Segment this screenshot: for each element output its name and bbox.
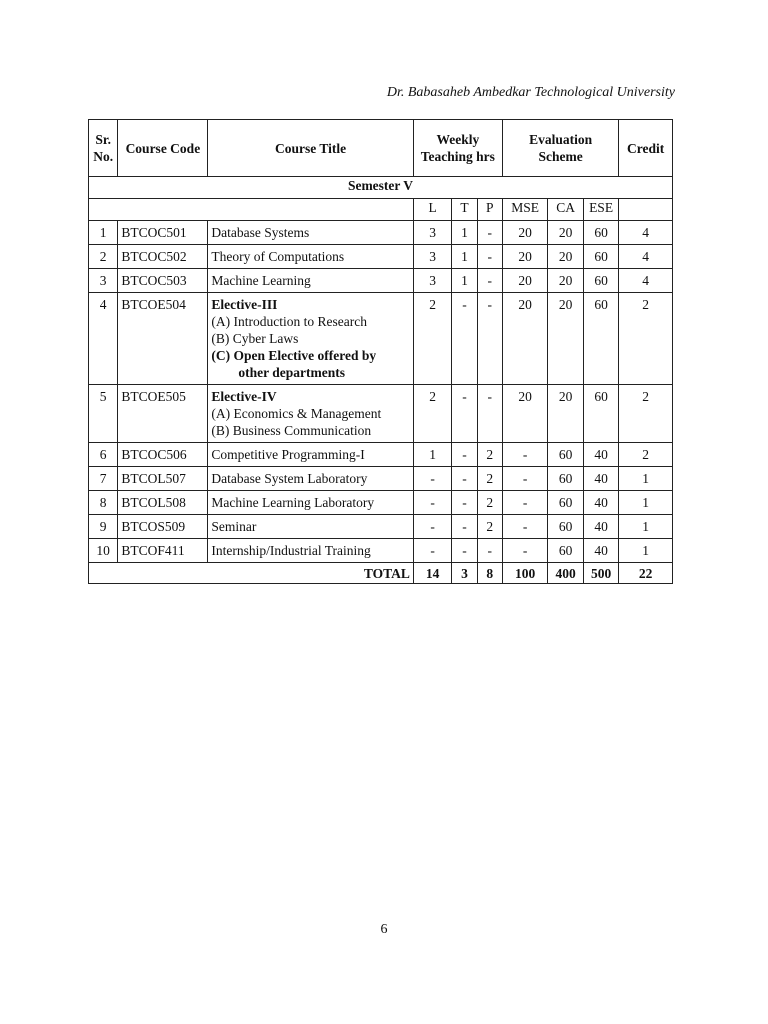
course-code-cell: BTCOC506 bbox=[118, 443, 208, 467]
credit-cell: 2 bbox=[619, 293, 673, 385]
course-row bbox=[89, 221, 673, 245]
mse-cell: 20 bbox=[502, 385, 548, 443]
ca-cell: 60 bbox=[548, 443, 583, 467]
course-title: Machine Learning Laboratory bbox=[211, 495, 375, 510]
ese-cell: 40 bbox=[583, 539, 618, 563]
course-code-cell: BTCOS509 bbox=[118, 515, 208, 539]
p-cell: 2 bbox=[477, 467, 502, 491]
subheader-ca: CA bbox=[548, 199, 583, 221]
t-cell: - bbox=[452, 293, 477, 385]
subheader-t: T bbox=[452, 199, 477, 221]
l-cell: 3 bbox=[413, 269, 451, 293]
course-title: Database Systems bbox=[211, 225, 310, 240]
course-code-cell: BTCOE504 bbox=[118, 293, 208, 385]
elective-option: (B) Business Communication bbox=[211, 423, 372, 438]
subheader-ese: ESE bbox=[583, 199, 618, 221]
credit-cell: 4 bbox=[619, 221, 673, 245]
course-title: Machine Learning bbox=[211, 273, 311, 288]
credit-cell: 2 bbox=[619, 385, 673, 443]
mse-cell: - bbox=[502, 491, 548, 515]
ca-cell: 60 bbox=[548, 539, 583, 563]
course-row bbox=[89, 269, 673, 293]
elective-option: (A) Economics & Management bbox=[211, 406, 382, 421]
course-row bbox=[89, 491, 673, 515]
mse-cell: - bbox=[502, 443, 548, 467]
total-l: 14 bbox=[413, 563, 451, 584]
t-cell: - bbox=[452, 539, 477, 563]
course-title-cell bbox=[208, 221, 413, 245]
total-ca: 400 bbox=[548, 563, 583, 584]
course-row bbox=[89, 385, 673, 443]
course-code-cell: BTCOC501 bbox=[118, 221, 208, 245]
p-cell: 2 bbox=[477, 491, 502, 515]
t-cell: - bbox=[452, 467, 477, 491]
sr-no-cell: 7 bbox=[89, 467, 118, 491]
mse-cell: 20 bbox=[502, 221, 548, 245]
header-course-code: Course Code bbox=[118, 120, 208, 177]
course-code-cell: BTCOL508 bbox=[118, 491, 208, 515]
t-cell: 1 bbox=[452, 269, 477, 293]
credit-cell: 1 bbox=[619, 539, 673, 563]
t-cell: - bbox=[452, 385, 477, 443]
ca-cell: 20 bbox=[548, 293, 583, 385]
ca-cell: 20 bbox=[548, 269, 583, 293]
course-row bbox=[89, 245, 673, 269]
elective-option: (B) Cyber Laws bbox=[211, 331, 299, 346]
ca-cell: 60 bbox=[548, 515, 583, 539]
course-title-cell bbox=[208, 539, 413, 563]
course-scheme-table bbox=[88, 119, 673, 584]
ese-cell: 60 bbox=[583, 269, 618, 293]
credit-cell: 1 bbox=[619, 491, 673, 515]
course-row bbox=[89, 515, 673, 539]
course-code-cell: BTCOC503 bbox=[118, 269, 208, 293]
header-credit: Credit bbox=[619, 120, 673, 177]
p-cell: - bbox=[477, 221, 502, 245]
university-header: Dr. Babasaheb Ambedkar Technological University bbox=[386, 85, 675, 100]
p-cell: 2 bbox=[477, 443, 502, 467]
ese-cell: 40 bbox=[583, 467, 618, 491]
total-label: TOTAL bbox=[89, 563, 414, 584]
sr-no-cell: 10 bbox=[89, 539, 118, 563]
total-p: 8 bbox=[477, 563, 502, 584]
sr-no-cell: 9 bbox=[89, 515, 118, 539]
credit-cell: 4 bbox=[619, 245, 673, 269]
t-cell: - bbox=[452, 515, 477, 539]
ese-cell: 60 bbox=[583, 245, 618, 269]
l-cell: - bbox=[413, 491, 451, 515]
course-title: Seminar bbox=[211, 519, 257, 534]
p-cell: - bbox=[477, 245, 502, 269]
course-title: Elective-III bbox=[211, 297, 278, 312]
course-code-cell: BTCOC502 bbox=[118, 245, 208, 269]
mse-cell: - bbox=[502, 515, 548, 539]
sr-no-cell: 3 bbox=[89, 269, 118, 293]
sr-no-cell: 4 bbox=[89, 293, 118, 385]
course-title-cell bbox=[208, 293, 413, 385]
p-cell: - bbox=[477, 269, 502, 293]
header-weekly-teaching-hrs: Weekly Teaching hrs bbox=[413, 120, 502, 177]
t-cell: 1 bbox=[452, 221, 477, 245]
l-cell: - bbox=[413, 539, 451, 563]
course-title: Internship/Industrial Training bbox=[211, 543, 371, 558]
course-title-cell bbox=[208, 515, 413, 539]
ca-cell: 20 bbox=[548, 221, 583, 245]
semester-label: Semester V bbox=[89, 177, 673, 199]
course-title-cell bbox=[208, 443, 413, 467]
credit-cell: 1 bbox=[619, 467, 673, 491]
mse-cell: 20 bbox=[502, 293, 548, 385]
course-title-cell bbox=[208, 269, 413, 293]
l-cell: 2 bbox=[413, 385, 451, 443]
sr-no-cell: 6 bbox=[89, 443, 118, 467]
mse-cell: - bbox=[502, 539, 548, 563]
ese-cell: 60 bbox=[583, 221, 618, 245]
course-title-cell bbox=[208, 245, 413, 269]
subheader-p: P bbox=[477, 199, 502, 221]
elective-option: (C) Open Elective offered by bbox=[211, 348, 377, 363]
course-row bbox=[89, 293, 673, 385]
ca-cell: 20 bbox=[548, 245, 583, 269]
ca-cell: 20 bbox=[548, 385, 583, 443]
page-number: 6 bbox=[380, 922, 388, 937]
ese-cell: 60 bbox=[583, 293, 618, 385]
header-evaluation-scheme: Evaluation Scheme bbox=[502, 120, 618, 177]
course-code-cell: BTCOL507 bbox=[118, 467, 208, 491]
course-row bbox=[89, 539, 673, 563]
total-t: 3 bbox=[452, 563, 477, 584]
total-mse: 100 bbox=[502, 563, 548, 584]
subheader-l: L bbox=[413, 199, 451, 221]
course-title: Theory of Computations bbox=[211, 249, 345, 264]
t-cell: - bbox=[452, 443, 477, 467]
l-cell: 3 bbox=[413, 245, 451, 269]
course-title-cell bbox=[208, 467, 413, 491]
sr-no-cell: 1 bbox=[89, 221, 118, 245]
subheader-mse: MSE bbox=[502, 199, 548, 221]
t-cell: 1 bbox=[452, 245, 477, 269]
total-credit: 22 bbox=[619, 563, 673, 584]
sr-no-cell: 5 bbox=[89, 385, 118, 443]
mse-cell: 20 bbox=[502, 245, 548, 269]
mse-cell: 20 bbox=[502, 269, 548, 293]
ese-cell: 60 bbox=[583, 385, 618, 443]
ca-cell: 60 bbox=[548, 467, 583, 491]
l-cell: 1 bbox=[413, 443, 451, 467]
credit-cell: 4 bbox=[619, 269, 673, 293]
course-code-cell: BTCOE505 bbox=[118, 385, 208, 443]
ese-cell: 40 bbox=[583, 443, 618, 467]
course-row bbox=[89, 467, 673, 491]
p-cell: - bbox=[477, 385, 502, 443]
l-cell: 3 bbox=[413, 221, 451, 245]
l-cell: 2 bbox=[413, 293, 451, 385]
course-title: Elective-IV bbox=[211, 389, 277, 404]
sr-no-cell: 8 bbox=[89, 491, 118, 515]
header-sr-no: Sr. No. bbox=[89, 120, 118, 177]
credit-cell: 2 bbox=[619, 443, 673, 467]
l-cell: - bbox=[413, 515, 451, 539]
ese-cell: 40 bbox=[583, 515, 618, 539]
mse-cell: - bbox=[502, 467, 548, 491]
total-ese: 500 bbox=[583, 563, 618, 584]
t-cell: - bbox=[452, 491, 477, 515]
elective-option: (A) Introduction to Research bbox=[211, 314, 367, 329]
course-row bbox=[89, 443, 673, 467]
subheader-credit-blank bbox=[619, 199, 673, 221]
course-title-cell bbox=[208, 385, 413, 443]
course-code-cell: BTCOF411 bbox=[118, 539, 208, 563]
ca-cell: 60 bbox=[548, 491, 583, 515]
elective-option: other departments bbox=[238, 365, 346, 380]
sr-no-cell: 2 bbox=[89, 245, 118, 269]
p-cell: 2 bbox=[477, 515, 502, 539]
p-cell: - bbox=[477, 539, 502, 563]
course-title: Competitive Programming-I bbox=[211, 447, 365, 462]
l-cell: - bbox=[413, 467, 451, 491]
course-title-cell bbox=[208, 491, 413, 515]
p-cell: - bbox=[477, 293, 502, 385]
credit-cell: 1 bbox=[619, 515, 673, 539]
header-course-title: Course Title bbox=[208, 120, 413, 177]
course-title: Database System Laboratory bbox=[211, 471, 368, 486]
ese-cell: 40 bbox=[583, 491, 618, 515]
subheader-blank bbox=[89, 199, 414, 221]
